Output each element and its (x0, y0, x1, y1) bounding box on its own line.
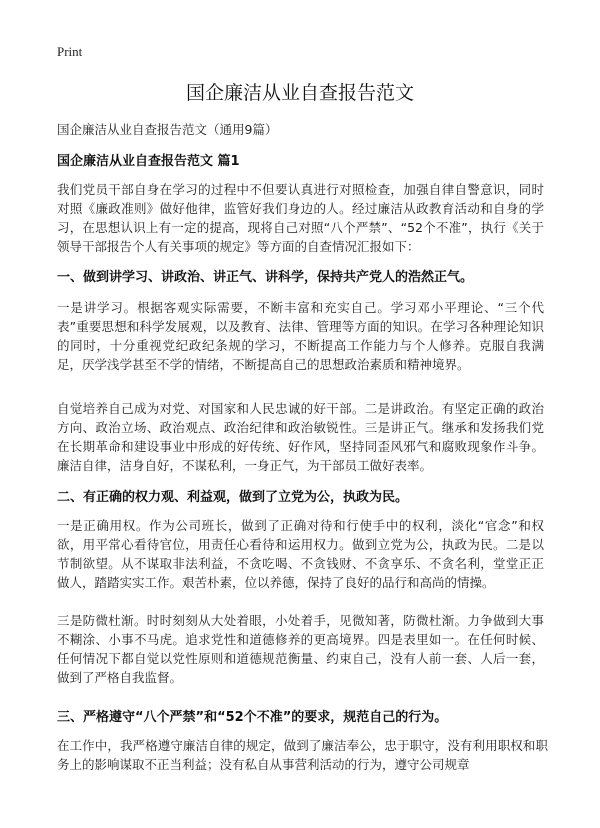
section-heading-3: 三、严格遵守“八个严禁”和“52个不准”的要求，规范自己的行为。 (57, 710, 448, 725)
section-heading-1: 一、做到讲学习、讲政治、讲正气、讲科学，保持共产党人的浩然正气。 (57, 270, 474, 285)
document-subtitle: 国企廉洁从业自查报告范文（通用9篇） (57, 122, 278, 137)
intro-paragraph: 我们党员干部自身在学习的过程中不但要认真进行对照检查，加强自律自警意识，同时对照《廉政准则》做好他律，监管好我们身边的人。经过廉洁从政教育活动和自身的学习，在思想认识上有一定的提高，现将自己对照“八个严禁”、“52个不准”，执行《关于领导干部报告个人有关事项的规定》等方面的自查情况汇报如下： (57, 182, 544, 254)
section-2-paragraph-1: 一是正确用权。作为公司班长，做到了正确对待和行使手中的权利，淡化“官念”和权欲，用平常心看待官位，用责任心看待和运用权力。做到立党为公，执政为民。二是以节制欲望。从不谋取非法利益，不贪吃喝、不贪钱财、不贪享乐、不贪名利，堂堂正正做人，踏踏实实工作。艰苦朴素，位以养德，保持了良好的品行和高尚的情操。 (57, 518, 544, 590)
section-1-paragraph-2: 自觉培养自己成为对党、对国家和人民忠诚的好干部。二是讲政治。有坚定正确的政治方向、政治立场、政治观点、政治纪律和政治敏锐性。三是讲正气。继承和发扬我们党在长期革命和建设事业中形成的好传统、好作风，坚持同歪风邪气和腐败现象作斗争。廉洁自律，洁身自好，不谋私利，一身正气，为干部员工做好表率。 (57, 401, 544, 473)
article-heading: 国企廉洁从业自查报告范文 篇1 (57, 154, 240, 169)
section-1-paragraph-1: 一是讲学习。根据客观实际需要，不断丰富和充实自己。学习邓小平理论、“三个代表”重要思想和科学发展观，以及教育、法律、管理等方面的知识。在学习各种理论知识的同时，十分重视党纪政纪条规的学习，不断提高工作能力与个人修养。克服自我满足，厌学浅学甚至不学的情绪，不断提高自己的思想政治素质和精神境界。 (57, 300, 544, 372)
section-heading-2: 二、有正确的权力观、利益观，做到了立党为公，执政为民。 (57, 490, 409, 505)
page-title: 国企廉洁从业自查报告范文 (185, 82, 414, 104)
print-link[interactable]: Print (57, 44, 83, 59)
section-3-paragraph-1: 在工作中，我严格遵守廉洁自律的规定，做到了廉洁奉公，忠于职守，没有利用职权和职务上的影响谋取不正当利益；没有私自从事营利活动的行为，遵守公司规章 (57, 738, 548, 772)
section-2-paragraph-2: 三是防微杜渐。时时刻刻从大处着眼，小处着手，见微知著，防微杜渐。力争做到大事不糊涂、小事不马虎。追求党性和道德修养的更高境界。四是表里如一。在任何时候、任何情况下都自觉以党性原则和道德规范衡量、约束自己，没有人前一套、人后一套，做到了严格自我监督。 (57, 613, 544, 685)
